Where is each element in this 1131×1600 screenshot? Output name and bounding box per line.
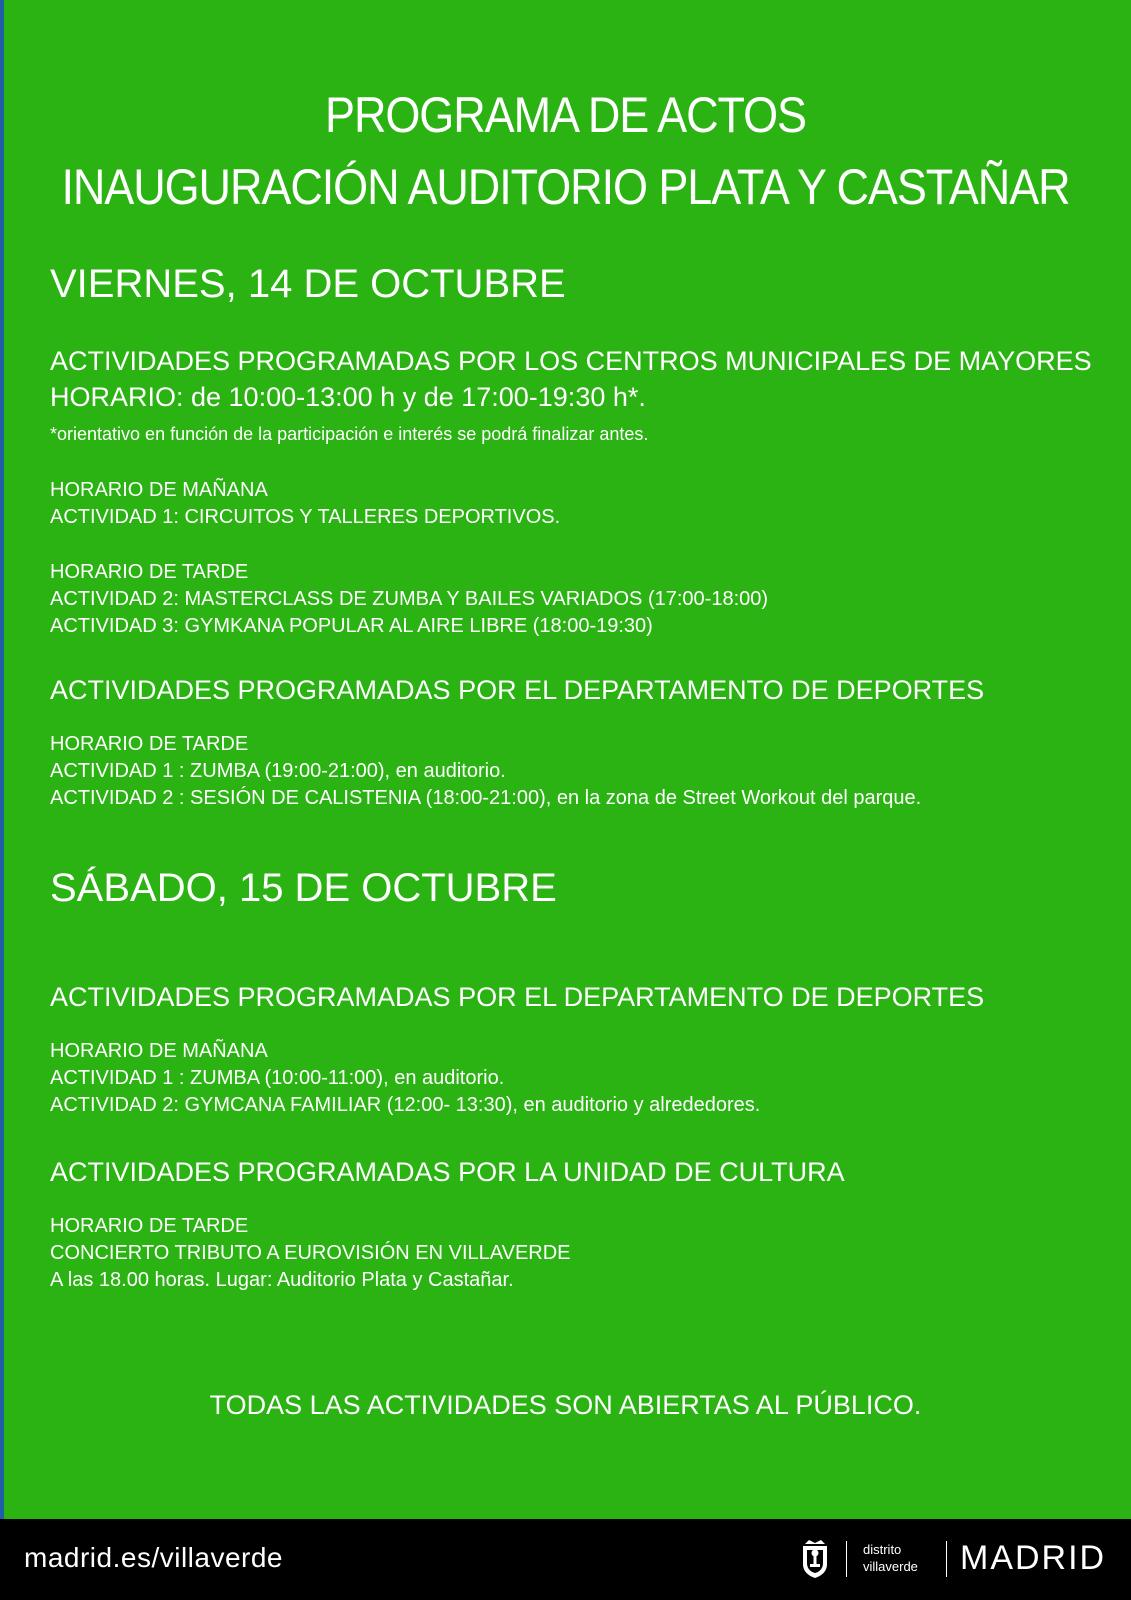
poster-title-line2: INAUGURACIÓN AUDITORIO PLATA Y CASTAÑAR (61, 159, 1070, 215)
saturday-culture-heading: ACTIVIDADES PROGRAMADAS POR LA UNIDAD DE CULTURA (50, 1157, 845, 1187)
friday-afternoon-activity-2: ACTIVIDAD 2: MASTERCLASS DE ZUMBA Y BAILES VARIADOS (17:00-18:00) (50, 588, 769, 610)
saturday-sports-activity-1: ACTIVIDAD 1 : ZUMBA (10:00-11:00), en auditorio. (50, 1067, 505, 1089)
saturday-culture-detail: A las 18.00 horas. Lugar: Auditorio Plata y Castañar. (50, 1269, 514, 1291)
district-label-line1: distrito (863, 1542, 902, 1557)
friday-morning-activity-1: ACTIVIDAD 1: CIRCUITOS Y TALLERES DEPORTIVOS. (50, 506, 561, 528)
saturday-sports-heading: ACTIVIDADES PROGRAMADAS POR EL DEPARTAMENTO DE DEPORTES (50, 982, 985, 1012)
open-to-public-note: TODAS LAS ACTIVIDADES SON ABIERTAS AL PÚBLICO. (209, 1390, 922, 1420)
footer-divider (946, 1541, 947, 1577)
friday-morning-label: HORARIO DE MAÑANA (50, 479, 268, 501)
saturday-day-heading: SÁBADO, 15 DE OCTUBRE (50, 866, 557, 910)
friday-sports-label: HORARIO DE TARDE (50, 733, 249, 755)
friday-mayores-schedule: HORARIO: de 10:00-13:00 h y de 17:00-19:30 h*. (50, 382, 646, 412)
saturday-culture-label: HORARIO DE TARDE (50, 1215, 249, 1237)
district-label (863, 1541, 918, 1575)
friday-afternoon-activity-3: ACTIVIDAD 3: GYMKANA POPULAR AL AIRE LIBRE (18:00-19:30) (50, 615, 653, 637)
friday-day-heading: VIERNES, 14 DE OCTUBRE (50, 262, 566, 306)
poster-title-line1: PROGRAMA DE ACTOS (325, 87, 806, 143)
footer-url-link[interactable]: madrid.es/villaverde (24, 1542, 283, 1573)
friday-sports-activity-2: ACTIVIDAD 2 : SESIÓN DE CALISTENIA (18:00-21:00), en la zona de Street Workout del parque. (50, 787, 922, 809)
footer-bar (0, 1519, 1131, 1600)
saturday-sports-activity-2: ACTIVIDAD 2: GYMCANA FAMILIAR (12:00- 13:30), en auditorio y alrededores. (50, 1094, 761, 1116)
madrid-logo-text: MADRID (960, 1539, 1107, 1577)
friday-mayores-heading: ACTIVIDADES PROGRAMADAS POR LOS CENTROS MUNICIPALES DE MAYORES (50, 346, 1092, 376)
district-label-line2: villaverde (863, 1559, 918, 1574)
madrid-crest-icon (800, 1540, 830, 1578)
saturday-culture-event: CONCIERTO TRIBUTO A EUROVISIÓN EN VILLAVERDE (50, 1242, 571, 1264)
footer-divider (846, 1541, 847, 1577)
friday-sports-activity-1: ACTIVIDAD 1 : ZUMBA (19:00-21:00), en auditorio. (50, 760, 506, 782)
saturday-sports-label: HORARIO DE MAÑANA (50, 1040, 268, 1062)
friday-afternoon-label: HORARIO DE TARDE (50, 561, 249, 583)
friday-mayores-note: *orientativo en función de la participación e interés se podrá finalizar antes. (50, 424, 649, 444)
friday-sports-heading: ACTIVIDADES PROGRAMADAS POR EL DEPARTAMENTO DE DEPORTES (50, 675, 985, 705)
